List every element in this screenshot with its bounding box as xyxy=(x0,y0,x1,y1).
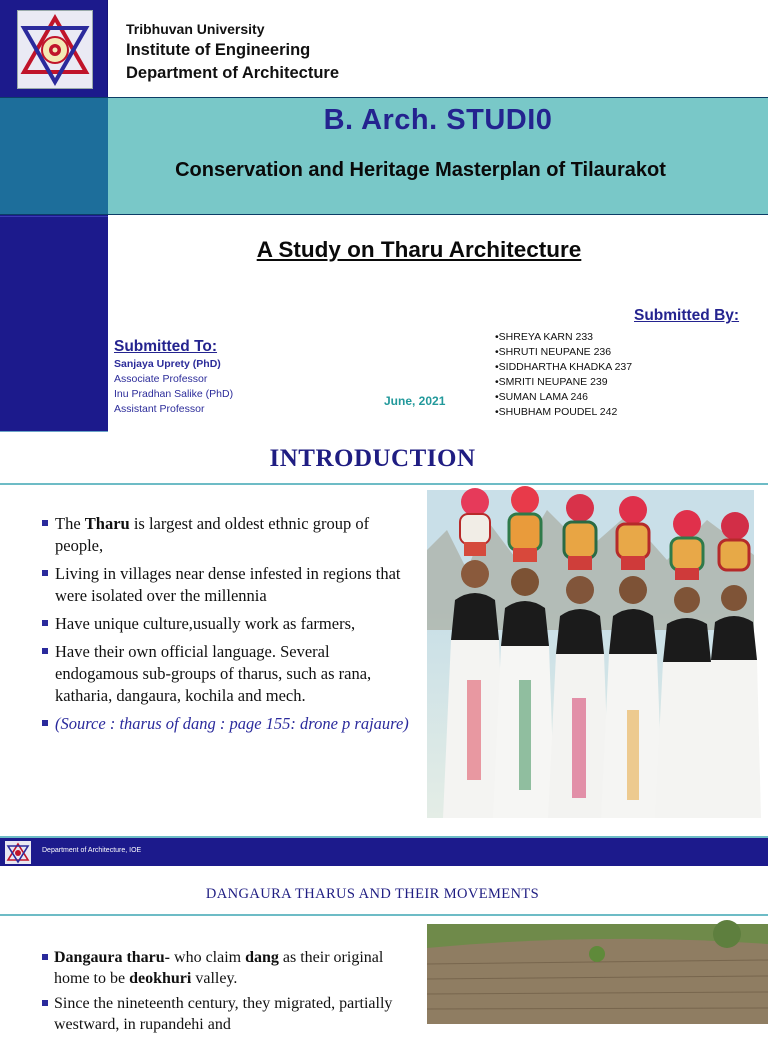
masterplan-title: Conservation and Heritage Masterplan of Tilaurakot xyxy=(175,159,666,181)
dangaura-slide xyxy=(0,866,768,1033)
introduction-bullets xyxy=(42,513,417,741)
bullet-item xyxy=(42,613,417,635)
bullet-keyword: dang xyxy=(245,949,279,966)
square-bullet-icon xyxy=(42,720,48,726)
square-bullet-icon xyxy=(42,954,48,960)
square-bullet-icon xyxy=(42,620,48,626)
institute-name: Institute of Engineering xyxy=(126,41,311,59)
title-divider xyxy=(0,483,768,485)
bullet-text: Living in villages near dense infested in regions that were isolated over the millennia xyxy=(55,564,401,605)
tharu-women-photo xyxy=(427,490,754,818)
source-citation xyxy=(42,713,417,735)
introduction-slide xyxy=(0,433,768,854)
bullet-item xyxy=(42,947,417,989)
university-logo-icon xyxy=(17,10,93,89)
bullet-item xyxy=(42,641,417,707)
bullet-text: as their original home to be xyxy=(54,949,384,987)
dangaura-title: DANGAURA THARUS AND THEIR MOVEMENTS xyxy=(205,886,540,902)
introduction-title: INTRODUCTION xyxy=(269,445,476,472)
bullet-text: who claim xyxy=(170,949,246,966)
left-strip-band xyxy=(0,97,108,215)
university-logo-icon xyxy=(5,841,31,864)
member-item: •SHREYA KARN 233 xyxy=(495,331,594,343)
department-name: Department of Architecture xyxy=(126,64,340,82)
bullet-keyword: deokhuri xyxy=(129,970,192,987)
thatched-roof-photo xyxy=(427,924,768,1024)
bullet-keyword: Tharu xyxy=(84,514,130,533)
bullet-text: The xyxy=(55,514,85,533)
submitted-by-heading: Submitted By: xyxy=(634,307,740,324)
bullet-item xyxy=(42,563,417,607)
member-list xyxy=(495,330,632,420)
member-item: •SHRUTI NEUPANE 236 xyxy=(495,346,612,358)
title-divider xyxy=(0,914,768,916)
bullet-text: Since the nineteenth century, they migrated, partially westward, in rupandehi and xyxy=(54,995,393,1033)
title-band xyxy=(108,97,768,215)
square-bullet-icon xyxy=(42,570,48,576)
square-bullet-icon xyxy=(42,1000,48,1006)
title-slide xyxy=(0,0,768,432)
studio-title: B. Arch. STUDI0 xyxy=(323,104,553,136)
square-bullet-icon xyxy=(42,648,48,654)
footer-department: Department of Architecture, IOE xyxy=(42,847,142,854)
dangaura-bullets xyxy=(42,947,417,1039)
bullet-text: Have unique culture,usually work as farmers, xyxy=(55,614,356,633)
submitted-to xyxy=(114,336,233,417)
bullet-text: Have their own official language. Several endogamous sub-groups of tharus, such as rana, katharia, dangaura, kochila and mech. xyxy=(55,642,372,705)
member-item: •SHUBHAM POUDEL 242 xyxy=(495,406,618,418)
study-title: A Study on Tharu Architecture xyxy=(256,237,582,262)
member-item: •SUMAN LAMA 246 xyxy=(495,391,588,403)
supervisor-name: Sanjaya Uprety (PhD) xyxy=(114,358,221,370)
left-strip-lower xyxy=(0,216,108,432)
submission-date: June, 2021 xyxy=(384,394,446,408)
member-item: •SIDDHARTHA KHADKA 237 xyxy=(495,361,633,373)
bullet-text: is largest and oldest ethnic group of people, xyxy=(55,514,370,555)
bullet-item xyxy=(42,993,417,1035)
slide-footer xyxy=(0,836,768,866)
supervisor-name: Inu Pradhan Salike (PhD) xyxy=(114,388,234,400)
bullet-keyword: Dangaura tharu- xyxy=(54,949,171,966)
supervisor-title: Associate Professor xyxy=(114,373,208,385)
institution-header xyxy=(126,19,339,85)
square-bullet-icon xyxy=(42,520,48,526)
university-name: Tribhuvan University xyxy=(126,21,265,37)
member-item: •SMRITI NEUPANE 239 xyxy=(495,376,608,388)
supervisor-title: Assistant Professor xyxy=(114,403,205,415)
citation-text: (Source : tharus of dang : page 155: drone p rajaure) xyxy=(55,714,409,733)
bullet-text: valley. xyxy=(191,970,238,987)
bullet-item xyxy=(42,513,417,557)
submitted-to-heading: Submitted To: xyxy=(114,338,218,355)
